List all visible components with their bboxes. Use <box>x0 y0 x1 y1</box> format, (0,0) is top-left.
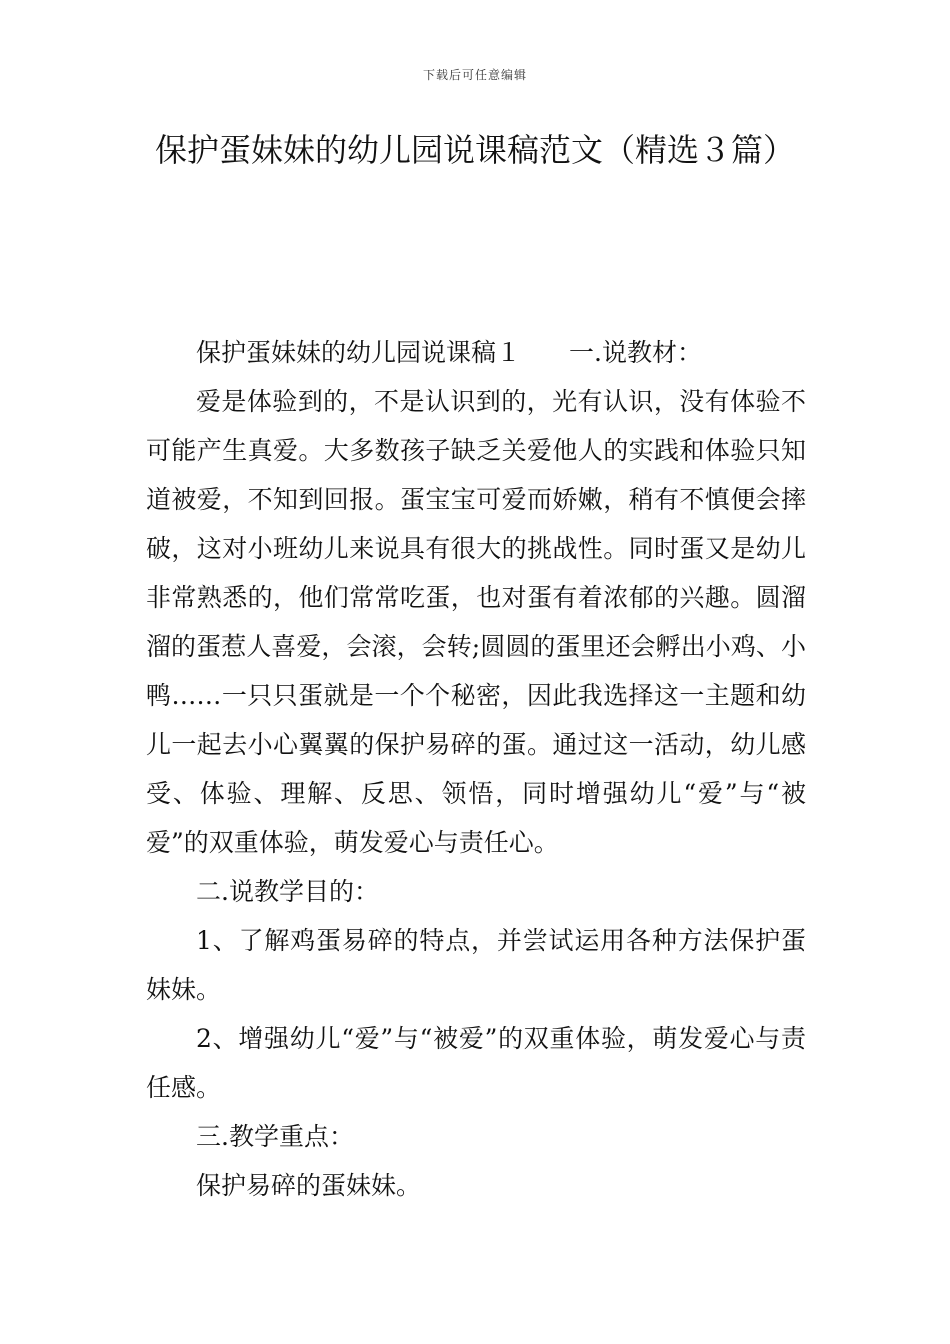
document-title: 保护蛋妹妹的幼儿园说课稿范文（精选３篇） <box>154 131 795 169</box>
section-heading-line <box>146 328 806 377</box>
goal-item-2: 2、增强幼儿“爱”与“被爱”的双重体验，萌发爱心与责任感。 <box>146 1024 806 1102</box>
section-first-item: 一.说教材： <box>569 338 702 367</box>
subheading-teaching-focus: 三.教学重点： <box>196 1122 354 1151</box>
body-paragraph-intro: 爱是体验到的，不是认识到的，光有认识，没有体验不可能产生真爱。大多数孩子缺乏关爱他人的实践和体验只知道被爱，不知到回报。蛋宝宝可爱而娇嫩，稍有不慎便会摔破，这对小班幼儿来说具有很大的挑战性。同时蛋又是幼儿非常熟悉的，他们常常吃蛋，也对蛋有着浓郁的兴趣。圆溜溜的蛋惹人喜爱，会滚，会转;圆圆的蛋里还会孵出小鸡、小鸭……一只只蛋就是一个个秘密，因此我选择这一主题和幼儿一起去小心翼翼的保护易碎的蛋。通过这一活动，幼儿感受、体验、理解、反思、领悟，同时增强幼儿“爱”与“被爱”的双重体验，萌发爱心与责任心。 <box>146 387 806 857</box>
subheading-teaching-goals: 二.说教学目的： <box>196 877 379 906</box>
section-heading: 保护蛋妹妹的幼儿园说课稿１ <box>196 338 522 367</box>
goal-item-1: 1、了解鸡蛋易碎的特点，并尝试运用各种方法保护蛋妹妹。 <box>146 926 806 1004</box>
header-note: 下载后可任意编辑 <box>422 68 527 82</box>
focus-item: 保护易碎的蛋妹妹。 <box>196 1171 422 1200</box>
document-body <box>146 328 806 1210</box>
